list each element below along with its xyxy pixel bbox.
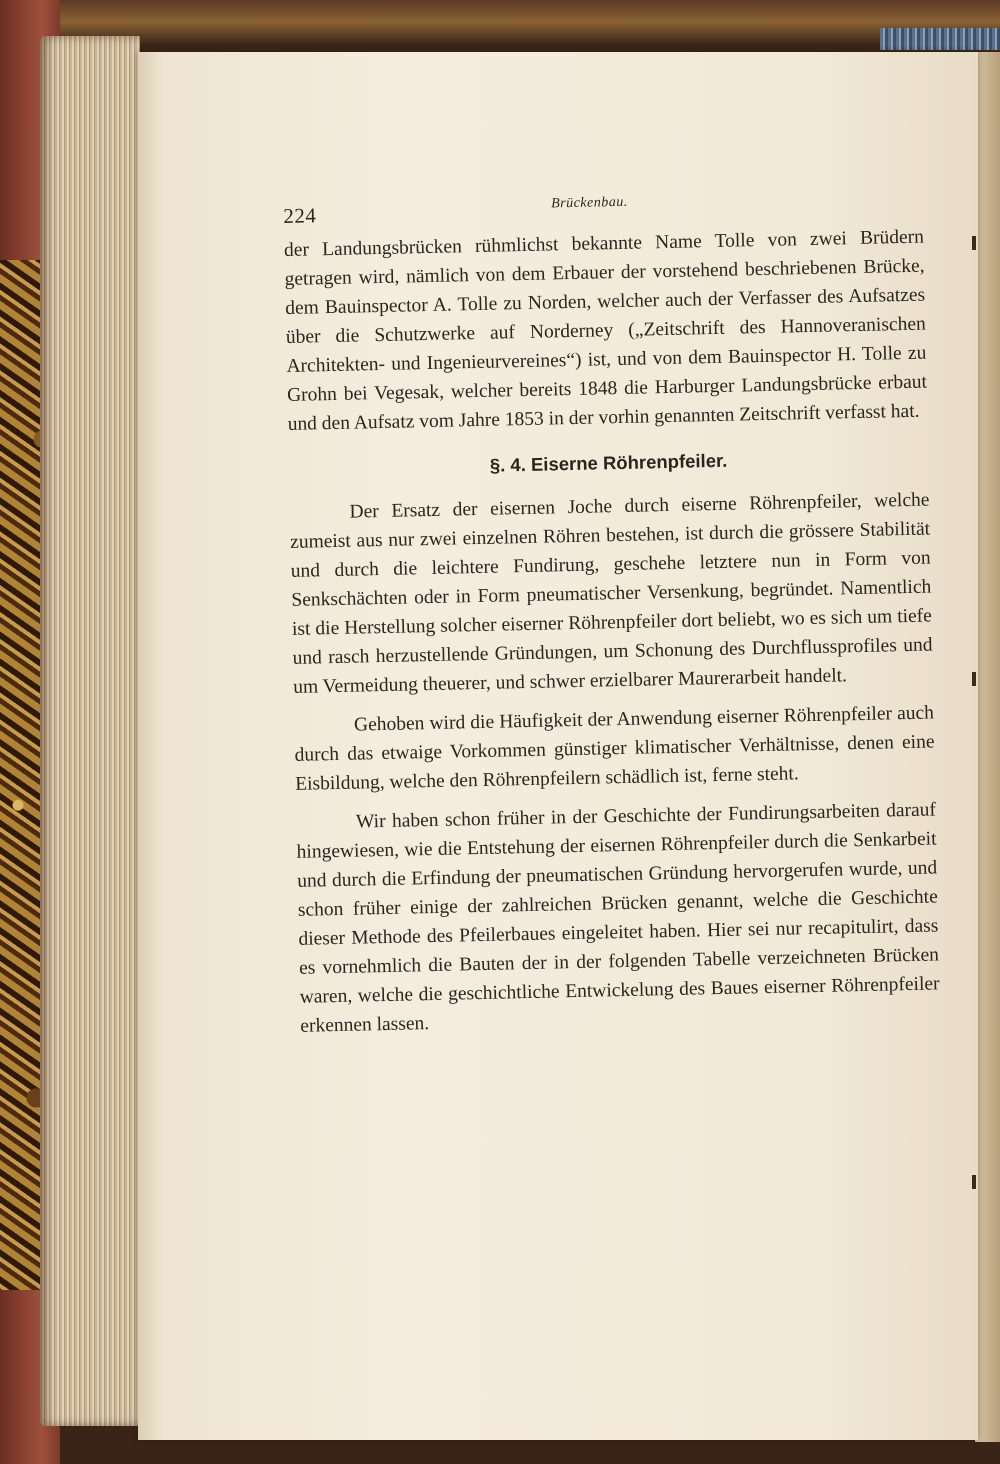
page-stack-edge bbox=[40, 36, 140, 1426]
binding-cloth bbox=[880, 28, 1000, 50]
margin-mark bbox=[972, 1175, 976, 1189]
margin-mark bbox=[972, 236, 976, 250]
paragraph: Wir haben schon früher in der Geschichte der Fundirungsarbeiten darauf hingewiesen, wie die Entstehung der eisernen Röhrenpfeiler durch die Senkarbeit und durch die Erfindung der pneumatischen Gründung hervorgerufen wurde, und schon früher einige der zahlreichen Brücken genannt, welche die Geschichte dieser Methode des Pfeilerbaues eingeleitet haben. Hier sei nur recapitulirt, dass es vornehmlich die Bauten der in der folgenden Tabelle verzeichneten Brücken waren, welche die geschichtliche Entwickelung des Baues eiserner Röhrenpfeiler erkennen lassen. bbox=[296, 799, 940, 1037]
paragraph: Gehoben wird die Häufigkeit der Anwendung eiserner Röhrenpfeiler auch durch das etwaige Vorkommen günstiger klimatischer Verhältnisse, denen eine Eisbildung, welche den Röhrenpfeilern schädlich ist, ferne steht. bbox=[294, 702, 935, 795]
paragraph: Der Ersatz der eisernen Joche durch eiserne Röhrenpfeiler, welche zumeist aus nur zwei einzelnen Röhren bestehen, ist durch die grössere Stabilität und durch die leichtere Fundirung, geschehe letztere nun in Form von Senkschächten oder in Form pneumatischer Versenkung, begründet. Namentlich ist die Herstellung solcher eiserner Röhrenpfeiler dort beliebt, wo es sich um tiefe und rasch herzustellende Gründungen, um Schonung des Durchflussprofiles und um Vermeidung theuerer, und schwer erzielbarer Maurerarbeit handelt. bbox=[289, 489, 933, 698]
page-number: 224 bbox=[283, 203, 317, 228]
section-heading: §. 4. Eiserne Röhrenpfeiler. bbox=[489, 449, 728, 476]
running-head: Brückenbau. bbox=[550, 194, 628, 212]
page-right-edge bbox=[975, 52, 1000, 1442]
text-block bbox=[283, 187, 940, 1041]
binding-top bbox=[60, 0, 1000, 44]
margin-mark bbox=[972, 672, 976, 686]
paragraph: der Landungsbrücken rühmlichst bekannte Name Tolle von zwei Brüdern getragen wird, nämlich von dem Erbauer der vorstehend beschriebenen Brücke, dem Bauinspector A. Tolle zu Norden, welcher auch der Verfasser des Aufsatzes über die Schutzwerke auf Norderney („Zeitschrift des Hannoveranischen Architekten- und Ingenieurvereines“) ist, und von dem Bauinspector H. Tolle zu Grohn bei Vegesak, welcher bereits 1848 die Harburger Landungsbrücke erbaut und den Aufsatz vom Jahre 1853 in der vorhin genannten Zeitschrift verfasst hat. bbox=[283, 226, 928, 435]
